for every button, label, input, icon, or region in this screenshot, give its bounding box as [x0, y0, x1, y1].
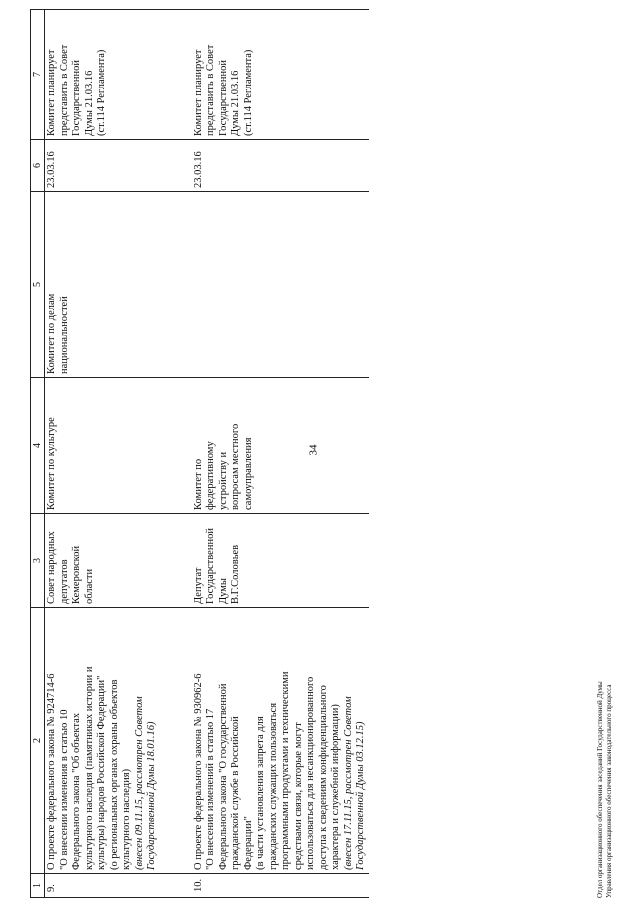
committee-cell [192, 378, 369, 514]
column-header: 5 [31, 192, 45, 378]
initiator-line: Государственной [205, 528, 216, 604]
bill-title-line: Федерального закона "О государственной [217, 683, 229, 870]
bill-title-line: культурного наследия) [121, 768, 132, 870]
bill-title-line: (о региональных органах охраны объектов [108, 679, 120, 870]
committee-cell [45, 378, 192, 514]
bill-title-line: гражданских служащих пользоваться [267, 702, 279, 870]
date-cell: 23.03.16 [192, 140, 369, 192]
column-header: 2 [31, 608, 45, 874]
bills-table [30, 9, 369, 898]
note-line: Комитет планирует [46, 49, 57, 136]
bill-status-line: Государственной Думы 18.01.16) [146, 721, 157, 870]
co-committee-cell [45, 192, 192, 378]
bill-title-line: культуры) народов Российской Федерации" [96, 675, 107, 870]
page-number: 34 [307, 444, 320, 456]
bill-title-cell [192, 608, 369, 874]
bill-title-line: Федерального закона "Об объектах [71, 712, 82, 870]
committee-line: вопросам местного [230, 423, 241, 510]
column-header: 4 [31, 378, 45, 514]
initiator-line: В.Г.Соловьев [230, 544, 241, 604]
initiator-line: депутатов [58, 559, 70, 604]
column-header: 7 [31, 10, 45, 140]
initiator-cell [45, 514, 192, 608]
note-line: представить в Совет [205, 44, 216, 136]
committee-line: Комитет по [192, 458, 204, 510]
initiator-line: Совет народных [46, 531, 57, 604]
bill-title-line: "О внесении изменений в статью 17 [205, 708, 216, 870]
bill-status-line: (внесен 17.11.15, рассмотрен Советом [342, 696, 354, 870]
rotated-table-container [30, 8, 366, 898]
column-header: 6 [31, 140, 45, 192]
initiator-line: Кемеровской [71, 545, 82, 604]
date-cell: 23.03.16 [45, 140, 192, 192]
co-committee-line: Комитет по делам [46, 293, 57, 374]
note-line: представить в Совет [58, 44, 70, 136]
table-row [45, 10, 192, 898]
co-committee-cell [192, 192, 369, 378]
column-header: 3 [31, 514, 45, 608]
note-cell [45, 10, 192, 140]
committee-line: устройству и [217, 451, 229, 510]
co-committee-line: национальностей [58, 296, 70, 374]
bill-title-line: характера и служебной информации) [330, 704, 341, 870]
footer-line: Управления организационного обеспечения законодательного процесса [605, 684, 613, 898]
column-number-row [31, 10, 45, 898]
committee-line: самоуправления [242, 437, 254, 510]
committee-line: Комитет по культуре [46, 417, 57, 510]
initiator-line: Думы [217, 578, 229, 604]
bill-title-line: использоваться для несанкционированного [305, 676, 316, 870]
note-line: Думы 21.03.16 [83, 70, 95, 136]
bill-title-line: Федерации" [242, 816, 254, 870]
footer-line: Отдел организационного обеспечения заседаний Государственной Думы [596, 681, 604, 898]
committee-line: федеративному [205, 441, 216, 510]
initiator-line: области [83, 568, 95, 604]
bill-title-line: программными продуктами и техническими [280, 671, 291, 870]
bill-status-line: Государственной Думы 03.12.15) [355, 721, 366, 870]
note-line: Думы 21.03.16 [230, 70, 241, 136]
note-cell [192, 10, 369, 140]
column-header: 1 [31, 874, 45, 898]
note-line: (ст.114 Регламента) [96, 49, 107, 136]
note-line: (ст.114 Регламента) [242, 49, 254, 136]
bill-title-cell [45, 608, 192, 874]
initiator-cell [192, 514, 369, 608]
bill-title-line: (в части установления запрета для [255, 716, 266, 870]
bill-title-line: О проекте федерального закона № 930962-6 [192, 673, 204, 870]
note-line: Государственной [71, 60, 82, 136]
bill-title-line: доступа к сведениям конфиденциального [317, 685, 329, 870]
bill-title-line: гражданской службе в Российской [230, 716, 241, 870]
bill-title-line: культурного наследия (памятниках истории и [83, 666, 95, 870]
bill-title-line: средствами связи, которые могут [292, 722, 304, 870]
table-row [192, 10, 369, 898]
note-line: Государственной [217, 60, 229, 136]
page-footer [596, 681, 614, 898]
bill-title-line: "О внесении изменения в статью 10 [58, 709, 70, 870]
note-line: Комитет планирует [192, 49, 204, 136]
row-number: 10. [192, 874, 369, 898]
bill-title-line: О проекте федерального закона № 924714-6 [46, 673, 57, 870]
initiator-line: Депутат [192, 567, 204, 604]
bill-status-line: (внесен 09.11.15, рассмотрен Советом [133, 696, 145, 870]
row-number: 9. [45, 874, 192, 898]
